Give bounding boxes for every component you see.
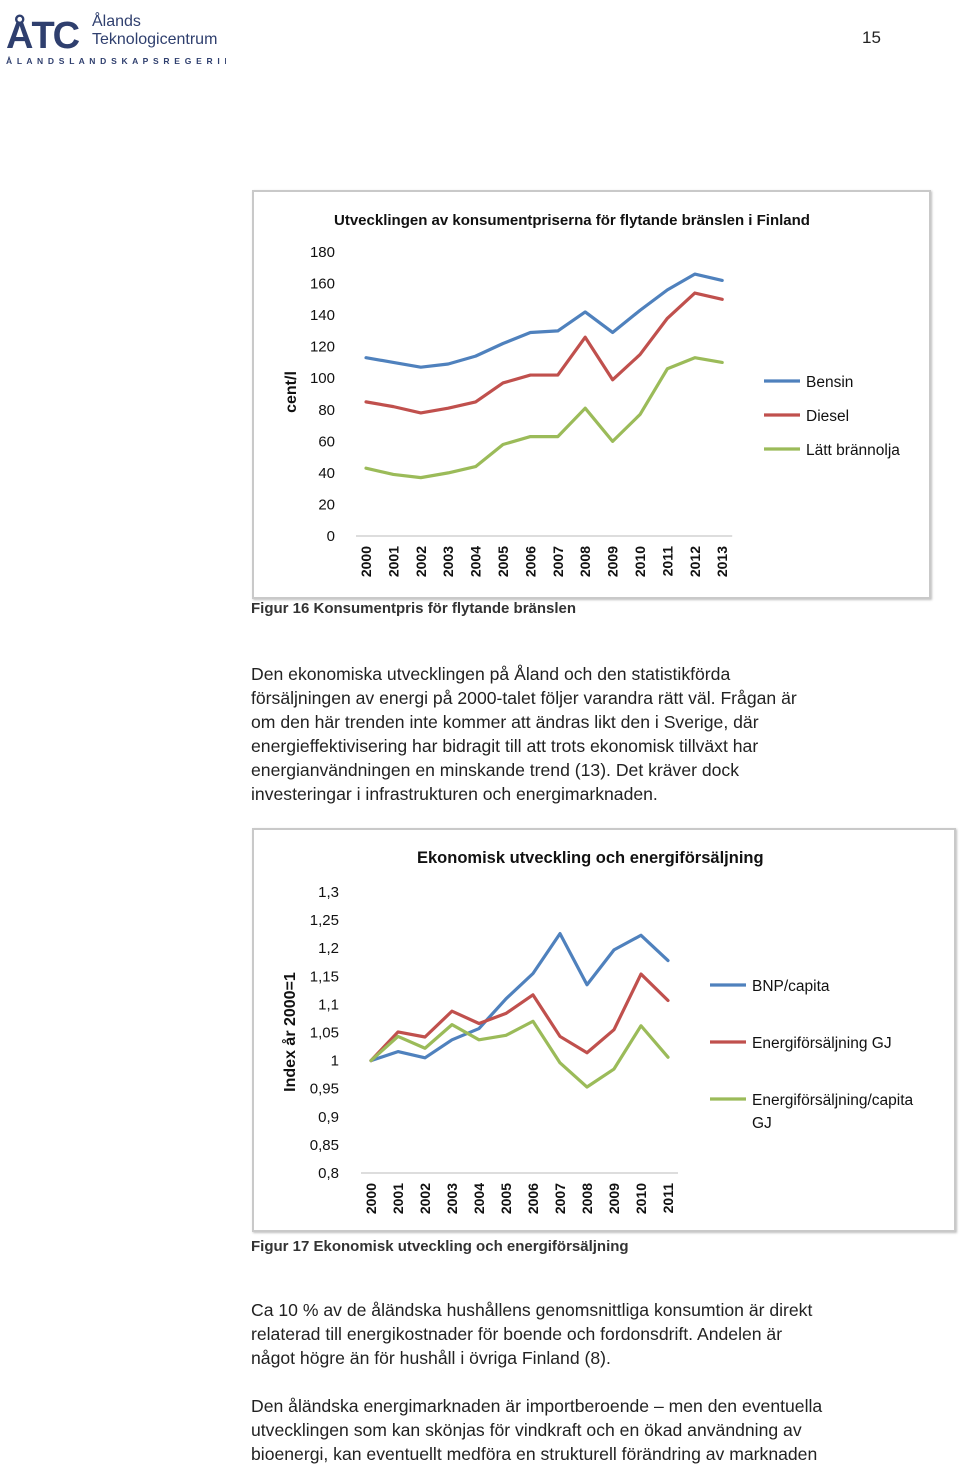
x-tick-label: 2009 bbox=[604, 546, 621, 578]
y-tick-label: 1 bbox=[330, 1052, 339, 1070]
economy-energy-chart bbox=[252, 828, 956, 1232]
paragraph-economy-energy bbox=[251, 662, 797, 807]
x-tick-label: 2002 bbox=[412, 546, 429, 578]
text-line: om den här trenden inte kommer att ändras likt den i Sverige, där bbox=[251, 712, 759, 733]
y-tick-label: 180 bbox=[309, 244, 335, 261]
x-tick-label: 2000 bbox=[363, 1183, 379, 1215]
text-line: något högre än för hushåll i övriga Finland (8). bbox=[251, 1348, 611, 1369]
x-tick-label: 2005 bbox=[495, 546, 511, 578]
legend-label: Diesel bbox=[806, 408, 850, 425]
y-tick-label: 100 bbox=[309, 370, 335, 388]
y-tick-label: 1,3 bbox=[318, 884, 339, 901]
logo-line-1: Ålands bbox=[92, 13, 141, 30]
x-tick-label: 2000 bbox=[358, 546, 374, 578]
x-tick-label: 2010 bbox=[632, 546, 648, 578]
text-line: bioenergi, kan eventuellt medföra en strukturell förändring av marknaden bbox=[251, 1444, 818, 1465]
legend-label-continued: GJ bbox=[752, 1115, 772, 1132]
y-tick-label: 60 bbox=[318, 433, 335, 451]
paragraph-energy-market bbox=[251, 1394, 822, 1466]
y-tick-label: 40 bbox=[318, 464, 335, 482]
y-tick-label: 1,05 bbox=[309, 1024, 339, 1042]
series-line bbox=[366, 274, 722, 367]
legend-label: Energiförsäljning GJ bbox=[752, 1035, 892, 1052]
text-line: investeringar i infrastrukturen och energimarknaden. bbox=[251, 784, 658, 805]
y-tick-label: 1,1 bbox=[318, 996, 339, 1014]
y-tick-label: 0 bbox=[326, 528, 335, 545]
x-tick-label: 2011 bbox=[660, 1183, 676, 1214]
logo-mark: ÅTC bbox=[6, 15, 79, 57]
figure-16-caption: Figur 16 Konsumentpris för flytande bränslen bbox=[251, 600, 577, 617]
y-tick-label: 1,25 bbox=[309, 912, 339, 930]
y-axis-label: cent/l bbox=[283, 371, 300, 413]
y-axis-label: Index år 2000=1 bbox=[282, 972, 299, 1092]
x-tick-label: 2003 bbox=[444, 1183, 460, 1215]
figure-17-caption: Figur 17 Ekonomisk utveckling och energiförsäljning bbox=[251, 1238, 629, 1255]
x-tick-label: 2007 bbox=[552, 1183, 568, 1215]
y-tick-label: 0,9 bbox=[318, 1108, 339, 1126]
chart-title: Utvecklingen av konsumentpriserna för flytande bränslen i Finland bbox=[334, 212, 810, 229]
fuel-price-chart bbox=[252, 190, 931, 599]
x-tick-label: 2011 bbox=[659, 546, 676, 577]
y-tick-label: 0,8 bbox=[318, 1165, 339, 1182]
x-tick-label: 2002 bbox=[417, 1183, 433, 1215]
x-tick-label: 2003 bbox=[440, 546, 457, 578]
legend-label: Bensin bbox=[806, 374, 854, 391]
x-tick-label: 2009 bbox=[606, 1183, 622, 1215]
text-line: energianvändningen en minskande trend (13). Det kräver dock bbox=[251, 760, 740, 781]
x-tick-label: 2001 bbox=[385, 546, 402, 578]
x-tick-label: 2008 bbox=[577, 546, 594, 578]
chart-title: Ekonomisk utveckling och energiförsäljning bbox=[417, 849, 764, 867]
text-line: Ca 10 % av de åländska hushållens genomsnittliga konsumtion är direkt bbox=[251, 1300, 813, 1320]
series-line bbox=[371, 934, 668, 1061]
text-line: utvecklingen som kan skönjas för vindkraft och en ökad användning av bbox=[251, 1420, 802, 1441]
y-tick-label: 160 bbox=[309, 275, 335, 293]
legend-label: Lätt brännolja bbox=[806, 442, 900, 459]
y-tick-label: 0,85 bbox=[309, 1136, 339, 1154]
x-tick-label: 2010 bbox=[633, 1183, 649, 1215]
logo-line-2: Teknologicentrum bbox=[92, 31, 218, 48]
organization-logo bbox=[6, 8, 226, 68]
x-tick-label: 2004 bbox=[467, 546, 484, 578]
x-tick-label: 2005 bbox=[498, 1183, 514, 1215]
x-tick-label: 2001 bbox=[390, 1183, 406, 1215]
text-line: Den ekonomiska utvecklingen på Åland och den statistikförda bbox=[251, 664, 731, 684]
y-tick-label: 1,15 bbox=[309, 968, 339, 986]
y-tick-label: 1,2 bbox=[318, 940, 339, 958]
text-line: energieffektivisering har bidragit till att trots ekonomisk tillväxt har bbox=[251, 736, 759, 757]
y-tick-label: 0,95 bbox=[309, 1080, 339, 1098]
legend-label: Energiförsäljning/capita bbox=[752, 1092, 914, 1109]
text-line: Den åländska energimarknaden är importberoende – men den eventuella bbox=[251, 1396, 823, 1416]
text-line: relaterad till energikostnader för boende och fordonsdrift. Andelen är bbox=[251, 1324, 783, 1345]
fuel-price-chart-svg bbox=[254, 192, 929, 597]
x-tick-label: 2007 bbox=[549, 546, 566, 578]
x-tick-label: 2006 bbox=[525, 1183, 541, 1215]
y-tick-label: 120 bbox=[309, 338, 335, 356]
x-tick-label: 2013 bbox=[714, 546, 731, 578]
logo-line-3: Å L A N D S L A N D S K A P S R E G E R I N G bbox=[6, 56, 226, 66]
text-line: försäljningen av energi på 2000-talet följer varandra rätt väl. Frågan är bbox=[251, 688, 797, 709]
x-tick-label: 2012 bbox=[686, 546, 703, 578]
x-tick-label: 2004 bbox=[471, 1183, 487, 1215]
economy-energy-chart-svg bbox=[254, 830, 954, 1230]
legend-label: BNP/capita bbox=[752, 978, 830, 995]
y-tick-label: 20 bbox=[318, 496, 335, 514]
series-line bbox=[366, 293, 722, 413]
page-number: 15 bbox=[862, 28, 881, 47]
y-tick-label: 140 bbox=[309, 307, 335, 325]
x-tick-label: 2008 bbox=[579, 1183, 595, 1215]
x-tick-label: 2006 bbox=[522, 546, 539, 578]
y-tick-label: 80 bbox=[318, 401, 335, 419]
paragraph-household-costs bbox=[251, 1298, 812, 1370]
